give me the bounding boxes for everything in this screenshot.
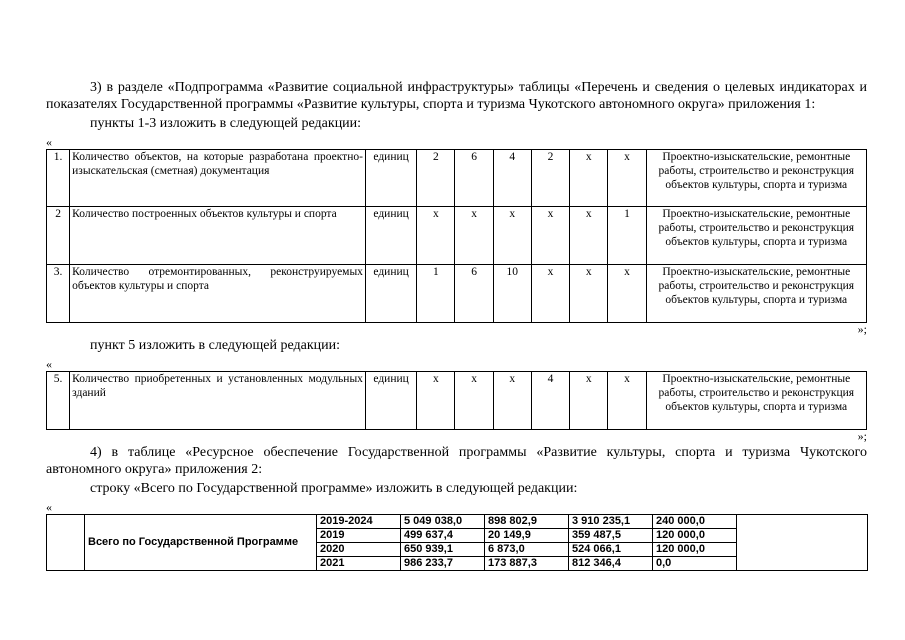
unit: единиц: [365, 265, 416, 323]
amount-cell: 524 066,1: [569, 543, 653, 557]
value-cell: 6: [455, 265, 493, 323]
paragraph-section-4: 4) в таблице «Ресурсное обеспечение Государственной программы «Развитие культуры, спорта и туризма Чукотского автономного округа» приложения 2:: [46, 445, 867, 477]
total-label: Всего по Государственной Программе: [85, 515, 317, 571]
activity-cell: Проектно-изыскательские, ремонтные работы, строительство и реконструкция объектов культуры, спорта и туризма: [646, 207, 866, 265]
period-cell: 2019-2024: [317, 515, 401, 529]
table-row: [47, 372, 867, 430]
value-cell: х: [531, 265, 569, 323]
amount-cell: 120 000,0: [653, 543, 737, 557]
table-row: [47, 265, 867, 323]
period-cell: 2021: [317, 557, 401, 571]
close-quote-2: »;: [857, 429, 867, 443]
paragraph-section-3: 3) в разделе «Подпрограмма «Развитие социальной инфраструктуры» таблицы «Перечень и сведения о целевых индикаторах и показателях Государственной программы «Развитие культуры, спорта и туризма Чукотского автономного округа» приложения 1:: [46, 80, 867, 112]
value-cell: х: [608, 150, 646, 207]
amount-cell: 5 049 038,0: [401, 515, 485, 529]
empty-cell: [737, 515, 868, 571]
value-cell: х: [493, 372, 531, 430]
amount-cell: 6 873,0: [485, 543, 569, 557]
row-number: 5.: [47, 372, 70, 430]
table-row: [47, 150, 867, 207]
value-cell: х: [493, 207, 531, 265]
indicator-name: Количество построенных объектов культуры и спорта: [70, 207, 366, 265]
amount-cell: 359 487,5: [569, 529, 653, 543]
value-cell: х: [570, 372, 608, 430]
value-cell: х: [417, 207, 455, 265]
amount-cell: 812 346,4: [569, 557, 653, 571]
value-cell: 2: [417, 150, 455, 207]
row-number: 3.: [47, 265, 70, 323]
value-cell: 6: [455, 150, 493, 207]
value-cell: х: [455, 207, 493, 265]
paragraph-points-1-3: пункты 1-3 изложить в следующей редакции:: [90, 116, 362, 131]
indicator-name: Количество приобретенных и установленных модульных зданий: [70, 372, 366, 430]
indicator-name: Количество отремонтированных, реконструируемых объектов культуры и спорта: [70, 265, 366, 323]
value-cell: 4: [531, 372, 569, 430]
value-cell: 10: [493, 265, 531, 323]
row-number: 2: [47, 207, 70, 265]
amount-cell: 240 000,0: [653, 515, 737, 529]
open-quote-2: «: [46, 357, 52, 371]
amount-cell: 120 000,0: [653, 529, 737, 543]
amount-cell: 0,0: [653, 557, 737, 571]
amount-cell: 650 939,1: [401, 543, 485, 557]
amount-cell: 3 910 235,1: [569, 515, 653, 529]
value-cell: 1: [608, 207, 646, 265]
activity-cell: Проектно-изыскательские, ремонтные работы, строительство и реконструкция объектов культуры, спорта и туризма: [646, 265, 866, 323]
document-page: [46, 0, 867, 571]
value-cell: х: [608, 265, 646, 323]
amount-cell: 898 802,9: [485, 515, 569, 529]
period-cell: 2019: [317, 529, 401, 543]
value-cell: х: [570, 150, 608, 207]
activity-cell: Проектно-изыскательские, ремонтные работы, строительство и реконструкция объектов культуры, спорта и туризма: [646, 150, 866, 207]
row-number: 1.: [47, 150, 70, 207]
amount-cell: 499 637,4: [401, 529, 485, 543]
amount-cell: 20 149,9: [485, 529, 569, 543]
paragraph-total-row: строку «Всего по Государственной программе» изложить в следующей редакции:: [90, 481, 578, 496]
indicators-table-1: [46, 149, 867, 323]
table-row: [47, 207, 867, 265]
value-cell: 1: [417, 265, 455, 323]
value-cell: х: [570, 265, 608, 323]
open-quote: «: [46, 135, 52, 149]
activity-cell: Проектно-изыскательские, ремонтные работы, строительство и реконструкция объектов культуры, спорта и туризма: [646, 372, 866, 430]
close-quote-1: »;: [857, 322, 867, 336]
paragraph-point-5: пункт 5 изложить в следующей редакции:: [90, 338, 340, 353]
amount-cell: 986 233,7: [401, 557, 485, 571]
unit: единиц: [365, 372, 416, 430]
unit: единиц: [365, 207, 416, 265]
unit: единиц: [365, 150, 416, 207]
value-cell: х: [455, 372, 493, 430]
indicators-table-2: [46, 371, 867, 430]
table-row: [47, 515, 868, 529]
value-cell: х: [608, 372, 646, 430]
value-cell: х: [531, 207, 569, 265]
amount-cell: 173 887,3: [485, 557, 569, 571]
value-cell: х: [570, 207, 608, 265]
period-cell: 2020: [317, 543, 401, 557]
value-cell: 2: [531, 150, 569, 207]
value-cell: 4: [493, 150, 531, 207]
open-quote-3: «: [46, 500, 52, 514]
resource-table: [46, 514, 868, 571]
indicator-name: Количество объектов, на которые разработана проектно-изыскательская (сметная) документация: [70, 150, 366, 207]
value-cell: х: [417, 372, 455, 430]
empty-cell: [47, 515, 85, 571]
